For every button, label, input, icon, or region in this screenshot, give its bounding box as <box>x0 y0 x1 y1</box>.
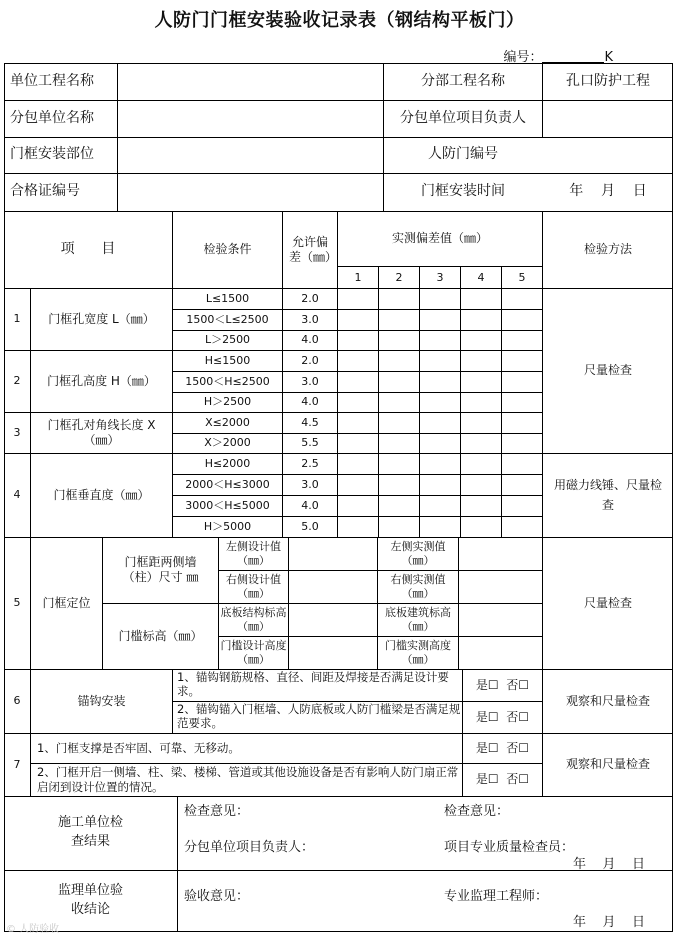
right-measured-label: 右侧实测值（㎜） <box>390 573 446 600</box>
subcontract-manager-label: 分包单位项目负责人 <box>400 109 526 126</box>
item-6-yes-no-1[interactable]: 是☐ 否☐ <box>475 677 530 692</box>
header-item: 项 目 <box>60 240 116 257</box>
item-2-cond-3: H＞2500 <box>203 395 252 409</box>
item-1-tol-2: 3.0 <box>301 312 319 326</box>
supervisor-sign: 专业监理工程师： <box>444 889 549 904</box>
item-4-cond-1: H≤2000 <box>204 456 251 470</box>
item-4-cond-4: H＞5000 <box>203 519 252 533</box>
item-4-name: 门框垂直度（㎜） <box>53 487 150 502</box>
sub-project-value: 孔口防护工程 <box>566 72 650 89</box>
item-5-no: 5 <box>13 596 21 610</box>
item-4-tol-3: 4.0 <box>301 498 319 512</box>
item-3-tol-2: 5.5 <box>301 436 319 450</box>
item-2-cond-1: H≤1500 <box>204 353 251 367</box>
subcontract-manager-sign: 分包单位项目负责人： <box>184 840 315 855</box>
form-title: 人防门门框安装验收记录表（钢结构平板门） <box>154 10 525 31</box>
certificate-no-label: 合格证编号 <box>10 183 80 200</box>
header-condition: 检验条件 <box>203 242 252 256</box>
construction-unit-result-label: 施工单位检查结果 <box>57 815 123 849</box>
item-6-no: 6 <box>13 694 21 708</box>
quality-inspector-sign: 项目专业质量检查员： <box>444 840 575 855</box>
check-opinion-left: 检查意见： <box>184 804 250 819</box>
header-measured: 实测偏差值（㎜） <box>391 231 488 245</box>
item-2-cond-2: 1500＜H≤2500 <box>185 374 270 388</box>
item-7-no: 7 <box>13 757 21 771</box>
frame-location-label: 门框安装部位 <box>10 146 94 163</box>
item-2-name: 门框孔高度 H（㎜） <box>47 373 156 388</box>
method-size-check-2: 尺量检查 <box>583 595 632 610</box>
acceptance-form <box>4 63 673 932</box>
number-suffix: K <box>604 50 613 65</box>
supervision-sign-date: 年 月 日 <box>573 915 646 930</box>
item-1-name: 门框孔宽度 L（㎜） <box>48 311 155 326</box>
header-col-1: 1 <box>354 270 362 284</box>
item-6-requirement-1: 1、锚钩钢筋规格、直径、间距及焊接是否满足设计要求。 <box>177 670 449 698</box>
item-7-requirement-2: 2、门框开启一侧墙、柱、梁、楼梯、管道或其他设施设备是否有影响人防门扇正常启闭到设计位置的情况。 <box>37 765 459 794</box>
subcontract-unit-label: 分包单位名称 <box>10 109 94 126</box>
item-6-name: 锚钩安装 <box>77 693 126 708</box>
construction-sign-date: 年 月 日 <box>573 857 646 872</box>
item-2-tol-2: 3.0 <box>301 374 319 388</box>
item-3-no: 3 <box>13 425 21 439</box>
accept-opinion: 验收意见： <box>184 889 250 904</box>
method-observe-size-check-1: 观察和尺量检查 <box>565 693 650 708</box>
supervision-unit-conclusion-label: 监理单位验收结论 <box>57 883 123 917</box>
item-6-requirement-2: 2、锚钩锚入门框墙、人防底板或人防门槛梁是否满足规范要求。 <box>177 702 461 730</box>
item-7-yes-no-2[interactable]: 是☐ 否☐ <box>475 772 530 786</box>
sill-design-height-label: 门槛设计高度（㎜） <box>220 639 287 666</box>
item-1-cond-3: L＞2500 <box>204 333 251 347</box>
door-number-label: 人防门编号 <box>428 146 498 163</box>
floor-structure-elevation-label: 底板结构标高（㎜） <box>220 606 287 633</box>
item-4-tol-2: 3.0 <box>301 477 319 491</box>
number-label: 编号： <box>503 50 543 65</box>
header-col-5: 5 <box>518 270 526 284</box>
item-4-cond-3: 3000＜H≤5000 <box>185 498 270 512</box>
item-3-tol-1: 4.5 <box>301 415 319 429</box>
item-1-cond-1: L≤1500 <box>205 291 250 305</box>
item-6-yes-no-2[interactable]: 是☐ 否☐ <box>475 709 530 724</box>
left-design-label: 左侧设计值（㎜） <box>226 540 281 567</box>
header-method: 检验方法 <box>583 242 632 256</box>
install-date-value: 年 月 日 <box>569 183 647 200</box>
item-3-cond-1: X≤2000 <box>205 415 250 429</box>
header-tolerance: 允许偏差（㎜） <box>289 235 337 264</box>
check-opinion-right: 检查意见： <box>444 804 510 819</box>
item-1-tol-3: 4.0 <box>301 333 319 347</box>
item-4-tol-4: 5.0 <box>301 519 319 533</box>
method-size-check-1: 尺量检查 <box>583 363 632 377</box>
install-time-label: 门框安装时间 <box>421 183 505 200</box>
item-2-tol-1: 2.0 <box>301 353 319 367</box>
item-2-no: 2 <box>13 374 21 388</box>
right-design-label: 右侧设计值（㎜） <box>226 573 281 600</box>
number-blank[interactable] <box>542 50 604 63</box>
method-plumb-check: 用磁力线锤、尺量检查 <box>553 477 662 512</box>
sub-project-label: 分部工程名称 <box>421 72 505 89</box>
header-col-2: 2 <box>395 270 403 284</box>
floor-building-elevation-label: 底板建筑标高（㎜） <box>385 606 451 633</box>
header-col-4: 4 <box>477 270 485 284</box>
item-3-name: 门框孔对角线长度 X（㎜） <box>47 417 156 447</box>
header-col-3: 3 <box>436 270 444 284</box>
item-4-cond-2: 2000＜H≤3000 <box>185 477 270 491</box>
item-7-requirement-1: 1、门框支撑是否牢固、可靠、无移动。 <box>37 740 240 755</box>
watermark: © 人防验收 <box>6 924 60 935</box>
unit-project-label: 单位工程名称 <box>10 72 94 89</box>
item-3-cond-2: X＞2000 <box>204 436 251 450</box>
item-5-sub-wall-distance: 门框距两侧墙（柱）尺寸 ㎜ <box>122 555 199 584</box>
item-5-name: 门框定位 <box>42 595 91 610</box>
item-4-no: 4 <box>13 488 21 502</box>
method-observe-size-check-2: 观察和尺量检查 <box>565 757 650 771</box>
left-measured-label: 左侧实测值（㎜） <box>390 540 446 567</box>
item-1-no: 1 <box>13 312 21 326</box>
item-7-yes-no-1[interactable]: 是☐ 否☐ <box>475 740 530 755</box>
item-4-tol-1: 2.5 <box>301 456 319 470</box>
item-5-sub-sill-elevation: 门槛标高（㎜） <box>118 628 203 643</box>
sill-measured-height-label: 门槛实测高度（㎜） <box>385 639 451 666</box>
item-1-cond-2: 1500＜L≤2500 <box>186 312 269 326</box>
item-2-tol-3: 4.0 <box>301 395 319 409</box>
item-1-tol-1: 2.0 <box>301 291 319 305</box>
